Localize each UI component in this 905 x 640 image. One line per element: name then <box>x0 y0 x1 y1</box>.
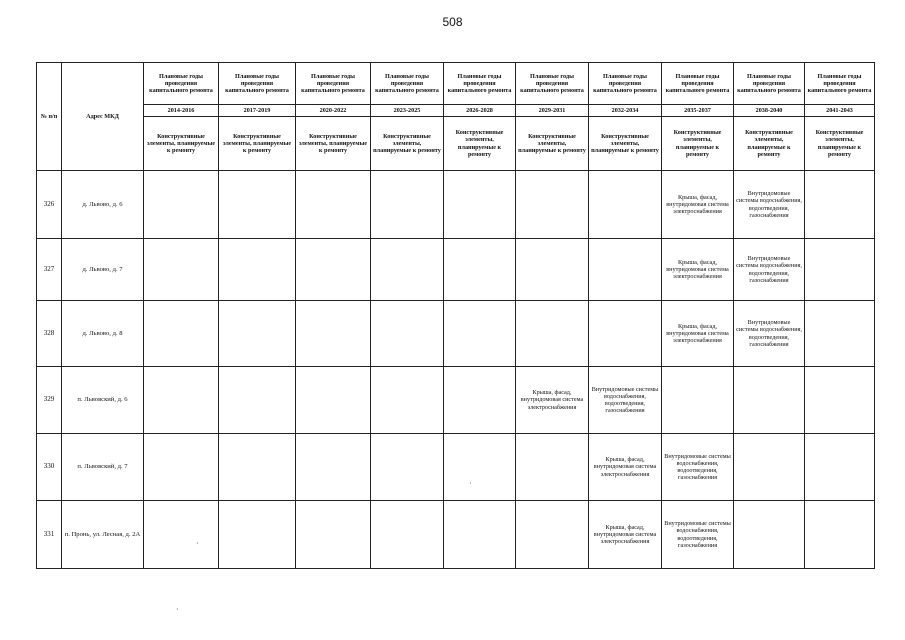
work-cell <box>444 301 516 367</box>
planned-years-header: Плановые годы проведения капитального ремонта <box>589 63 662 105</box>
work-cell <box>219 501 296 569</box>
row-number: 328 <box>37 301 62 367</box>
work-cell <box>444 171 516 239</box>
planned-years-header: Плановые годы проведения капитального ремонта <box>219 63 296 105</box>
work-cell: Крыша, фасад, внутридомовая система электроснабжения <box>516 367 589 434</box>
planned-years-header: Плановые годы проведения капитального ремонта <box>444 63 516 105</box>
work-cell: Крыша, фасад, внутридомовая система электроснабжения <box>662 171 734 239</box>
work-cell: Внутридомовые системы водоснабжения, водоотведения, газоснабжения <box>734 171 805 239</box>
work-cell <box>144 171 219 239</box>
capital-repair-schedule-table <box>36 62 875 569</box>
table-row <box>37 501 875 569</box>
work-cell <box>371 367 444 434</box>
elements-header: Конструктивные элементы, планируемые к ремонту <box>662 117 734 171</box>
elements-header: Конструктивные элементы, планируемые к ремонту <box>734 117 805 171</box>
period-header: 2020-2022 <box>296 105 371 117</box>
period-header: 2029-2031 <box>516 105 589 117</box>
work-cell: Внутридомовые системы водоснабжения, водоотведения, газоснабжения <box>662 434 734 501</box>
work-cell <box>371 301 444 367</box>
page-number: 508 <box>442 15 463 29</box>
work-cell <box>219 301 296 367</box>
row-address: д. Львово, д. 8 <box>62 301 144 367</box>
work-cell <box>296 171 371 239</box>
planned-years-header: Плановые годы проведения капитального ремонта <box>662 63 734 105</box>
work-cell <box>805 171 875 239</box>
header-row-elements <box>37 117 875 171</box>
work-cell: Крыша, фасад, внутридомовая система электроснабжения <box>662 301 734 367</box>
row-address: д. Львово, д. 7 <box>62 239 144 301</box>
work-cell: Внутридомовые системы водоснабжения, водоотведения, газоснабжения <box>734 239 805 301</box>
header-row-planned-years <box>37 63 875 105</box>
planned-years-header: Плановые годы проведения капитального ремонта <box>734 63 805 105</box>
work-cell: Крыша, фасад, внутридомовая система электроснабжения <box>662 239 734 301</box>
elements-header: Конструктивные элементы, планируемые к ремонту <box>516 117 589 171</box>
planned-years-header: Плановые годы проведения капитального ремонта <box>371 63 444 105</box>
elements-header: Конструктивные элементы, планируемые к ремонту <box>444 117 516 171</box>
work-cell: Крыша, фасад, внутридомовая система электроснабжения <box>589 501 662 569</box>
work-cell <box>444 434 516 501</box>
work-cell <box>296 501 371 569</box>
work-cell <box>219 239 296 301</box>
work-cell <box>589 301 662 367</box>
scan-speck: · <box>196 539 199 548</box>
work-cell <box>371 171 444 239</box>
period-header: 2038-2040 <box>734 105 805 117</box>
work-cell <box>219 367 296 434</box>
period-header: 2023-2025 <box>371 105 444 117</box>
col-header-num: № п/п <box>37 63 62 171</box>
work-cell <box>516 501 589 569</box>
row-address: п. Львовский, д. 7 <box>62 434 144 501</box>
period-header: 2014-2016 <box>144 105 219 117</box>
work-cell <box>516 239 589 301</box>
work-cell <box>662 367 734 434</box>
work-cell <box>805 434 875 501</box>
work-cell <box>296 367 371 434</box>
row-address: п. Пронь, ул. Лесная, д. 2А <box>62 501 144 569</box>
table-row <box>37 367 875 434</box>
row-number: 326 <box>37 171 62 239</box>
work-cell <box>144 434 219 501</box>
work-cell: Внутридомовые системы водоснабжения, водоотведения, газоснабжения <box>734 301 805 367</box>
period-header: 2032-2034 <box>589 105 662 117</box>
row-number: 331 <box>37 501 62 569</box>
elements-header: Конструктивные элементы, планируемые к ремонту <box>589 117 662 171</box>
work-cell <box>516 301 589 367</box>
work-cell <box>144 367 219 434</box>
work-cell <box>805 301 875 367</box>
row-address: д. Львово, д. 6 <box>62 171 144 239</box>
work-cell <box>296 239 371 301</box>
work-cell <box>296 434 371 501</box>
elements-header: Конструктивные элементы, планируемые к ремонту <box>296 117 371 171</box>
work-cell <box>805 367 875 434</box>
work-cell <box>734 434 805 501</box>
work-cell: Внутридомовые системы водоснабжения, водоотведения, газоснабжения <box>662 501 734 569</box>
work-cell <box>371 434 444 501</box>
elements-header: Конструктивные элементы, планируемые к ремонту <box>805 117 875 171</box>
elements-header: Конструктивные элементы, планируемые к ремонту <box>144 117 219 171</box>
work-cell <box>734 501 805 569</box>
work-cell <box>516 434 589 501</box>
work-cell <box>805 239 875 301</box>
row-address: п. Львовский, д. 6 <box>62 367 144 434</box>
work-cell <box>734 367 805 434</box>
planned-years-header: Плановые годы проведения капитального ремонта <box>516 63 589 105</box>
planned-years-header: Плановые годы проведения капитального ремонта <box>144 63 219 105</box>
work-cell <box>219 434 296 501</box>
planned-years-header: Плановые годы проведения капитального ремонта <box>805 63 875 105</box>
work-cell <box>144 501 219 569</box>
work-cell: Крыша, фасад, внутридомовая система электроснабжения <box>589 434 662 501</box>
work-cell: Внутридомовые системы водоснабжения, водоотведения, газоснабжения <box>589 367 662 434</box>
table-row <box>37 239 875 301</box>
elements-header: Конструктивные элементы, планируемые к ремонту <box>219 117 296 171</box>
col-header-address: Адрес МКД <box>62 63 144 171</box>
header-row-periods <box>37 105 875 117</box>
work-cell <box>371 501 444 569</box>
work-cell <box>805 501 875 569</box>
work-cell <box>296 301 371 367</box>
work-cell <box>444 367 516 434</box>
row-number: 329 <box>37 367 62 434</box>
table-row <box>37 434 875 501</box>
work-cell <box>589 171 662 239</box>
work-cell <box>444 501 516 569</box>
work-cell <box>144 301 219 367</box>
period-header: 2026-2028 <box>444 105 516 117</box>
elements-header: Конструктивные элементы, планируемые к ремонту <box>371 117 444 171</box>
row-number: 327 <box>37 239 62 301</box>
work-cell <box>371 239 444 301</box>
scan-speck: · <box>176 605 179 614</box>
table-row <box>37 301 875 367</box>
planned-years-header: Плановые годы проведения капитального ремонта <box>296 63 371 105</box>
period-header: 2041-2043 <box>805 105 875 117</box>
work-cell <box>444 239 516 301</box>
work-cell <box>516 171 589 239</box>
table-row <box>37 171 875 239</box>
row-number: 330 <box>37 434 62 501</box>
period-header: 2017-2019 <box>219 105 296 117</box>
work-cell <box>144 239 219 301</box>
scan-speck: · <box>469 479 472 488</box>
period-header: 2035-2037 <box>662 105 734 117</box>
work-cell <box>219 171 296 239</box>
work-cell <box>589 239 662 301</box>
